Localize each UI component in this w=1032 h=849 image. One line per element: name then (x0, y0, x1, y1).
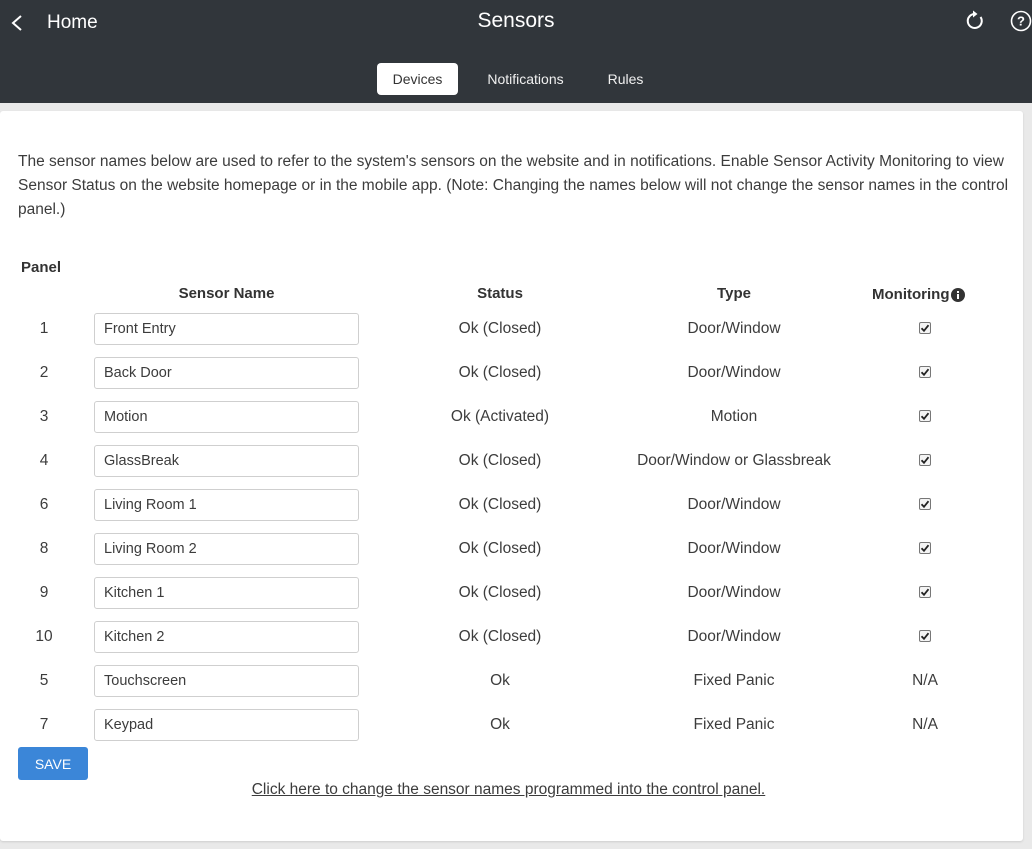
monitoring-checkbox[interactable] (919, 366, 931, 378)
panel-number: 4 (39, 452, 49, 469)
status-cell: Ok (Closed) (458, 364, 542, 381)
refresh-icon[interactable] (963, 9, 987, 33)
type-cell: Door/Window (687, 364, 781, 381)
monitoring-header-label: Monitoring (872, 286, 950, 303)
monitoring-checkbox[interactable] (919, 542, 931, 554)
type-cell: Door/Window (687, 320, 781, 337)
panel-number: 5 (39, 672, 49, 689)
status-cell: Ok (Closed) (458, 496, 542, 513)
status-cell: Ok (Closed) (458, 584, 542, 601)
monitoring-na: N/A (912, 716, 938, 733)
sensor-name-input[interactable] (94, 489, 359, 521)
status-cell: Ok (Activated) (450, 408, 550, 425)
svg-text:?: ? (1017, 13, 1025, 29)
top-bar (0, 0, 1032, 103)
tab-devices[interactable]: Devices (377, 63, 458, 95)
sensor-name-input[interactable] (94, 357, 359, 389)
save-button[interactable]: SAVE (18, 747, 88, 780)
tab-rules[interactable]: Rules (607, 71, 644, 87)
monitoring-na: N/A (912, 672, 938, 689)
sensor-name-input[interactable] (94, 665, 359, 697)
type-cell: Door/Window (687, 540, 781, 557)
change-panel-names-link[interactable]: Click here to change the sensor names programmed into the control panel. (251, 781, 766, 798)
intro-text: The sensor names below are used to refer to the system's sensors on the website and in notifications. Enable Sensor Activity Monitoring to view Sensor Status on the website homepage or in the mobile app. (Note: Changing the names below will not change the sensor names in the control panel.) (18, 153, 1009, 218)
monitoring-checkbox[interactable] (919, 498, 931, 510)
sensor-name-input[interactable] (94, 621, 359, 653)
panel-number: 7 (39, 716, 49, 733)
sensor-name-input[interactable] (94, 401, 359, 433)
type-cell: Fixed Panic (693, 672, 775, 689)
help-icon[interactable] (1010, 10, 1032, 32)
monitoring-checkbox[interactable] (919, 322, 931, 334)
back-label: Home (47, 12, 98, 33)
monitoring-checkbox[interactable] (919, 630, 931, 642)
sensor-name-input[interactable] (94, 533, 359, 565)
info-icon[interactable] (951, 288, 965, 302)
panel-number: 6 (39, 496, 49, 513)
sensor-name-input[interactable] (94, 313, 359, 345)
status-cell: Ok (490, 716, 510, 733)
monitoring-header (872, 286, 965, 303)
panel-header: Panel (21, 259, 62, 276)
status-cell: Ok (Closed) (458, 540, 542, 557)
type-cell: Door/Window (687, 628, 781, 645)
sensor-name-input[interactable] (94, 577, 359, 609)
panel-number: 9 (39, 584, 49, 601)
monitoring-checkbox[interactable] (919, 586, 931, 598)
type-cell: Fixed Panic (693, 716, 775, 733)
sensor-name-input[interactable] (94, 709, 359, 741)
panel-number: 3 (39, 408, 49, 425)
sensor-name-header: Sensor Name (178, 285, 275, 302)
type-cell: Door/Window (687, 496, 781, 513)
page-title: Sensors (477, 9, 555, 32)
panel-number: 1 (39, 320, 49, 337)
panel-number: 8 (39, 540, 49, 557)
type-cell: Door/Window (687, 584, 781, 601)
tab-notifications[interactable]: Notifications (487, 71, 564, 87)
type-cell: Motion (710, 408, 758, 425)
chevron-left-icon (8, 13, 26, 33)
status-cell: Ok (Closed) (458, 452, 542, 469)
status-cell: Ok (490, 672, 510, 689)
status-cell: Ok (Closed) (458, 628, 542, 645)
tab-bar (0, 63, 1032, 95)
status-cell: Ok (Closed) (458, 320, 542, 337)
panel-number: 10 (35, 628, 53, 645)
sensor-name-input[interactable] (94, 445, 359, 477)
monitoring-checkbox[interactable] (919, 454, 931, 466)
type-header: Type (717, 285, 751, 302)
sensors-card (0, 111, 1023, 841)
panel-number: 2 (39, 364, 49, 381)
type-cell: Door/Window or Glassbreak (637, 452, 831, 469)
status-header: Status (477, 285, 523, 302)
back-button[interactable] (8, 10, 98, 36)
monitoring-checkbox[interactable] (919, 410, 931, 422)
